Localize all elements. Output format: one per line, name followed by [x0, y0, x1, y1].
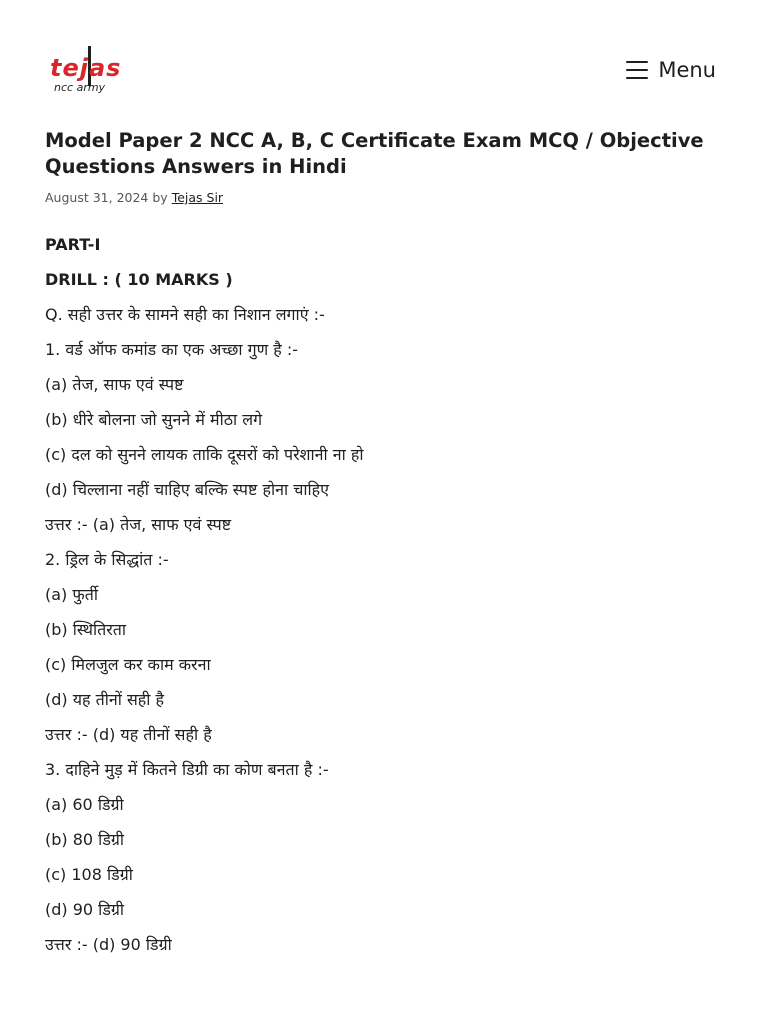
site-header	[0, 0, 768, 112]
question-text: 1. वर्ड ऑफ कमांड का एक अच्छा गुण है :-	[45, 340, 299, 359]
instruction-text: Q. सही उत्तर के सामने सही का निशान लगाएं :-	[45, 305, 325, 324]
question-text: 2. ड्रिल के सिद्धांत :-	[45, 550, 169, 569]
option-text: (a) 60 डिग्री	[45, 795, 124, 814]
option-text: (a) फुर्ती	[45, 585, 98, 604]
option-text: (b) धीरे बोलना जो सुनने में मीठा लगे	[45, 410, 263, 429]
post-date: August 31, 2024	[45, 190, 149, 205]
question-text: 3. दाहिने मुड़ में कितने डिग्री का कोण बनता है :-	[45, 760, 329, 779]
option-text: (d) 90 डिग्री	[45, 900, 125, 919]
hamburger-icon	[626, 61, 648, 79]
option-text: (d) चिल्लाना नहीं चाहिए बल्कि स्पष्ट होना चाहिए	[45, 480, 329, 499]
answer-text: उत्तर :- (a) तेज, साफ एवं स्पष्ट	[45, 515, 232, 534]
option-text: (c) मिलजुल कर काम करना	[45, 655, 211, 674]
logo-text: tejas	[50, 54, 122, 82]
article-content	[45, 128, 705, 962]
page-title: Model Paper 2 NCC A, B, C Certificate Exam MCQ / Objective Questions Answers in Hindi	[45, 129, 704, 178]
menu-label: Menu	[658, 58, 716, 82]
option-text: (d) यह तीनों सही है	[45, 690, 165, 709]
author-link[interactable]: Tejas Sir	[171, 190, 224, 205]
post-by: by	[152, 190, 168, 205]
site-logo[interactable]	[50, 44, 132, 100]
option-text: (b) स्थितिरता	[45, 620, 127, 639]
option-text: (c) 108 डिग्री	[45, 865, 133, 884]
menu-button[interactable]	[626, 58, 716, 82]
answer-text: उत्तर :- (d) यह तीनों सही है	[45, 725, 212, 744]
answer-text: उत्तर :- (d) 90 डिग्री	[45, 935, 172, 954]
section-heading: DRILL : ( 10 MARKS )	[45, 270, 233, 289]
option-text: (a) तेज, साफ एवं स्पष्ट	[45, 375, 184, 394]
part-heading: PART-I	[45, 235, 101, 254]
option-text: (c) दल को सुनने लायक ताकि दूसरों को परेशानी ना हो	[45, 445, 364, 464]
logo-subtext: ncc army	[54, 81, 106, 94]
post-meta	[45, 190, 705, 205]
option-text: (b) 80 डिग्री	[45, 830, 125, 849]
